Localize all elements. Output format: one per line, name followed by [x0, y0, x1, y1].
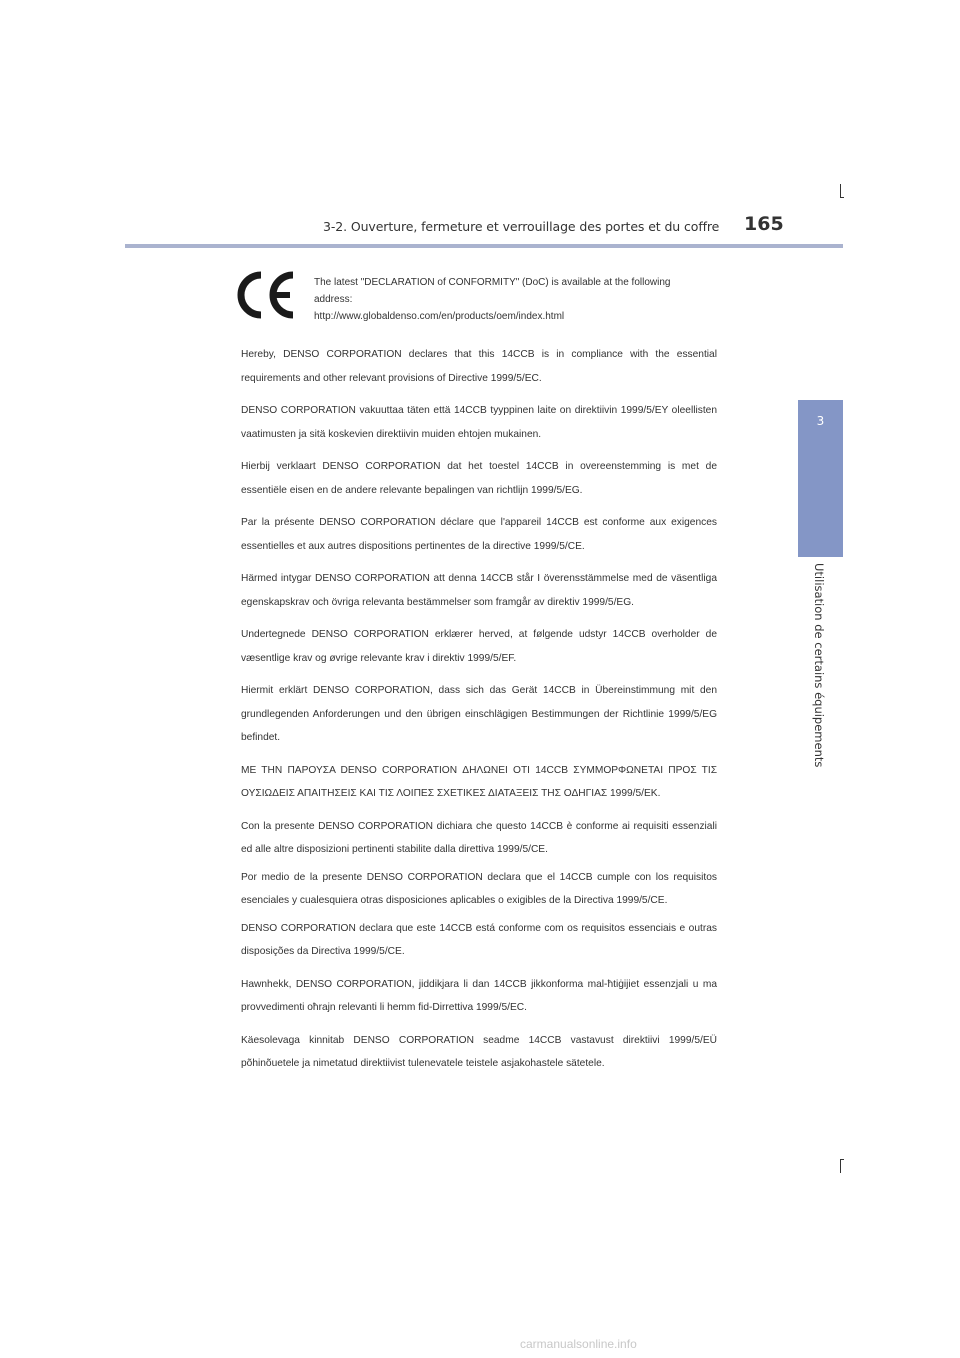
declaration-en: Hereby, DENSO CORPORATION declares that this 14CCB is in compliance with the essential requirements and other relevant provisions of Directive 1999/5/EC.	[241, 349, 717, 384]
section-title: 3-2. Ouverture, fermeture et verrouillage des portes et du coffre	[323, 219, 720, 234]
declaration-da: Undertegnede DENSO CORPORATION erklærer herved, at følgende udstyr 14CCB overholder de væsentlige krav og øvrige relevante krav i direktiv 1999/5/EF.	[241, 629, 717, 664]
header-divider	[125, 244, 843, 248]
declaration-pt: DENSO CORPORATION declara que este 14CCB está conforme com os requisitos essenciais e outras disposições da Directiva 1999/5/CE.	[241, 922, 717, 957]
chapter-tab	[798, 400, 843, 557]
declaration-sv: Härmed intygar DENSO CORPORATION att denna 14CCB står I överensstämmelse med de väsentliga egenskapskrav och övriga relevanta bestämmelser som framgår av direktiv 1999/5/EG.	[241, 573, 717, 608]
ce-line-1: The latest "DECLARATION of CONFORMITY" (DoC) is available at the following	[314, 277, 671, 288]
ce-url: http://www.globaldenso.com/en/products/oem/index.html	[314, 311, 565, 322]
crop-mark-bottom	[840, 1159, 841, 1173]
declaration-nl: Hierbij verklaart DENSO CORPORATION dat het toestel 14CCB in overeenstemming is met de essentiële eisen en de andere relevante bepalingen van richtlijn 1999/5/EG.	[241, 461, 717, 496]
ce-line-2: address:	[314, 294, 353, 305]
chapter-label-wrap	[812, 563, 828, 773]
declaration-es: Por medio de la presente DENSO CORPORATION declara que el 14CCB cumple con los requisitos esenciales y cualesquiera otras disposiciones aplicables o exigibles de la Directiva 1999/5/CE.	[241, 871, 717, 906]
declaration-mt: Hawnhekk, DENSO CORPORATION, jiddikjara li dan 14CCB jikkonforma mal-ħtiġijiet essenzjali u ma provvedimenti oħrajn relevanti li hemm fid-Dirrettiva 1999/5/EC.	[241, 978, 717, 1013]
ce-mark-icon	[237, 271, 299, 319]
chapter-label: Utilisation de certains équipements	[812, 563, 826, 768]
crop-mark-bottom-foot	[840, 1159, 844, 1160]
chapter-number: 3	[816, 414, 825, 428]
declaration-it: Con la presente DENSO CORPORATION dichiara che questo 14CCB è conforme ai requisiti essenziali ed alle altre disposizioni pertinenti stabilite dalla direttiva 1999/5/CE.	[241, 820, 717, 855]
page-number: 165	[744, 213, 784, 235]
watermark: carmanualsonline.info	[520, 1337, 637, 1351]
declaration-el: ΜΕ ΤΗΝ ΠΑΡΟΥΣΑ DENSO CORPORATION ΔΗΛΩΝΕΙ ΟΤΙ 14CCB ΣΥΜΜΟΡΦΩΝΕΤΑΙ ΠΡΟΣ ΤΙΣ ΟΥΣΙΩΔΕΙΣ ΑΠΑΙΤΗΣΕΙΣ ΚΑΙ ΤΙΣ ΛΟΙΠΕΣ ΣΧΕΤΙΚΕΣ ΔΙΑΤΑΞΕΙΣ ΤΗΣ ΟΔΗΓΙΑΣ 1999/5/ΕΚ.	[241, 764, 717, 799]
declaration-fr: Par la présente DENSO CORPORATION déclare que l'appareil 14CCB est conforme aux exigences essentielles et aux autres dispositions pertinentes de la directive 1999/5/CE.	[241, 517, 717, 552]
declaration-et: Käesolevaga kinnitab DENSO CORPORATION seadme 14CCB vastavust direktiivi 1999/5/EÜ põhinõuetele ja nimetatud direktiivist tulenevatele teistele asjakohastele sätetele.	[241, 1034, 717, 1069]
declaration-fi: DENSO CORPORATION vakuuttaa täten että 14CCB tyyppinen laite on direktiivin 1999/5/EY oleellisten vaatimusten ja sitä koskevien direktiivin muiden ehtojen mukainen.	[241, 405, 717, 440]
ce-declaration-block	[314, 274, 718, 325]
declarations	[241, 343, 717, 1085]
declaration-de: Hiermit erklärt DENSO CORPORATION, dass sich das Gerät 14CCB in Übereinstimmung mit den grundlegenden Anforderungen und den übrigen einschlägigen Bestimmungen der Richtlinie 1999/5/EG befindet.	[241, 685, 717, 743]
crop-mark-top	[840, 184, 841, 198]
crop-mark-top-foot	[840, 197, 844, 198]
